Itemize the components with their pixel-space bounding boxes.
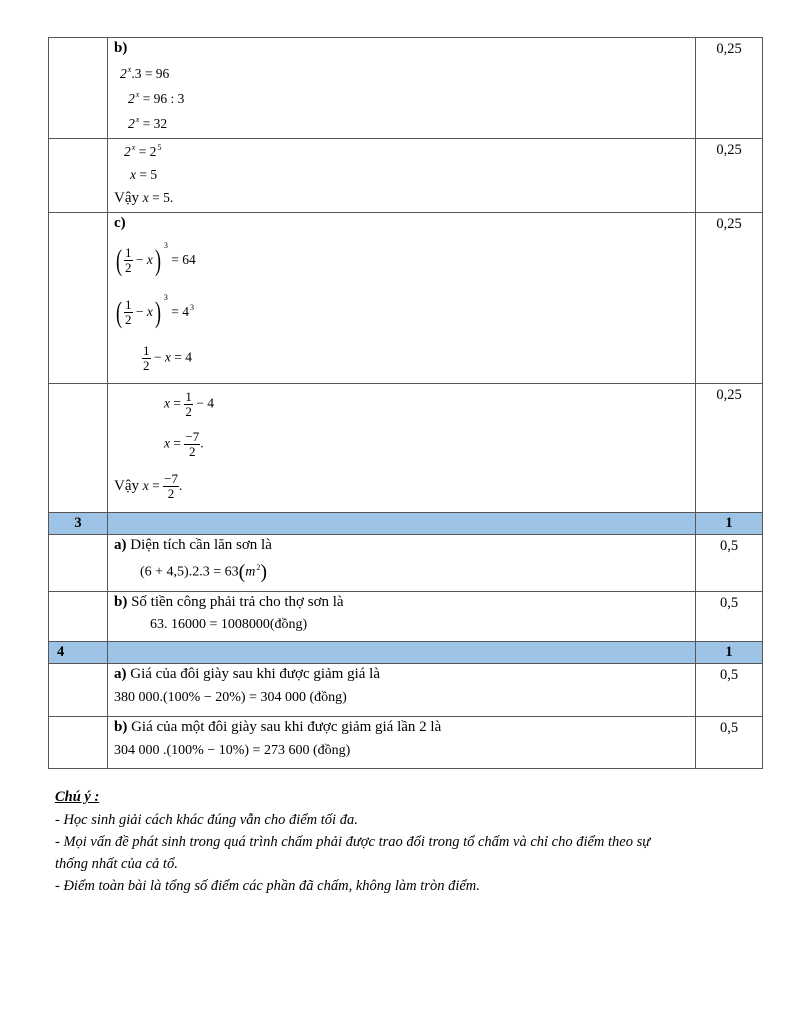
table-row	[49, 717, 763, 769]
question-header-row	[49, 513, 763, 535]
math-line: $2^x.3 = 96$	[120, 65, 170, 81]
math-line: x = $\frac{1}{2}$ − 4	[164, 389, 214, 419]
note-line: thống nhất của cả tổ.	[55, 856, 178, 872]
math-line: x = 5	[130, 167, 158, 182]
score-cell: 0,25	[696, 38, 763, 139]
score-cell: 0,5	[696, 717, 763, 769]
score-cell: 0,25	[696, 139, 763, 213]
part-label: b)	[114, 40, 128, 56]
score-cell: 0,5	[696, 664, 763, 717]
part-label: c)	[114, 215, 126, 231]
note-line: - Học sinh giải cách khác đúng vẫn cho điểm tối đa.	[55, 812, 358, 828]
table-row: x = $\frac{1}{2}$ − 4 x = $\frac{-7}{2}$ . Vậy x = $\frac{-7}{2}$ . 0,25	[49, 384, 763, 513]
math-line: ( $\frac{1}{2}$ − x) $^3 = 4^3$	[116, 293, 194, 329]
question-text: Số tiền công phải trả cho thợ sơn là	[131, 594, 344, 610]
conclusion-word: Vậy	[114, 190, 139, 206]
answer-table	[48, 37, 763, 769]
math-line: 304 000 .(100% − 10%) = 273 600 (đồng)	[114, 743, 351, 758]
math-line: $2^x = 2^5$	[124, 143, 162, 159]
table-row	[49, 213, 763, 384]
table-row	[49, 535, 763, 592]
notes-title: Chú ý :	[55, 789, 100, 805]
question-text: Giá của đôi giày sau khi được giảm giá là	[130, 666, 380, 682]
math-line: $2^x = 96$ : 3	[128, 90, 185, 106]
part-label: b)	[114, 719, 128, 735]
math-line: 63. 16000 = 1008000(đồng)	[150, 617, 308, 632]
question-text: Giá của một đôi giày sau khi được giảm giá lần 2 là	[131, 719, 442, 735]
math-line: $\frac{1}{2}$ − x = 4	[143, 343, 192, 373]
part-label: a)	[114, 537, 127, 553]
table-row: $2^x = 2^5$ x = 5 Vậy x = 5. 0,25	[49, 139, 763, 213]
score-cell: 0,5	[696, 592, 763, 642]
math-line: $2^x = 32$	[128, 115, 168, 131]
part-label: b)	[114, 594, 128, 610]
math-line: 380 000.(100% − 20%) = 304 000 (đồng)	[114, 690, 347, 705]
math-line: x = $\frac{-7}{2}$ .	[164, 429, 204, 459]
math-line: ( $\frac{1}{2}$ − x) $^3$ = 64	[116, 241, 196, 277]
question-header-row	[49, 642, 763, 664]
question-total: 1	[696, 513, 763, 535]
table-row	[49, 664, 763, 717]
note-line: - Điểm toàn bài là tổng số điểm các phần đã chấm, không làm tròn điểm.	[55, 878, 480, 894]
math-line: $(6 + 4,5).2.3 = 63(m^2)$	[140, 561, 268, 583]
question-total: 1	[696, 642, 763, 664]
score-cell: 0,25	[696, 213, 763, 384]
score-cell: 0,5	[696, 535, 763, 592]
question-number: 3	[49, 513, 108, 535]
table-row	[49, 592, 763, 642]
conclusion-word: Vậy	[114, 478, 139, 494]
question-number: 4	[49, 642, 108, 664]
question-text: Diện tích cần lăn sơn là	[130, 537, 272, 553]
score-cell: 0,25	[696, 384, 763, 513]
part-label: a)	[114, 666, 127, 682]
note-line: - Mọi vấn đề phát sinh trong quá trình chấm phải được trao đổi trong tổ chấm và chỉ cho điểm theo sự	[55, 834, 651, 850]
table-row	[49, 38, 763, 139]
